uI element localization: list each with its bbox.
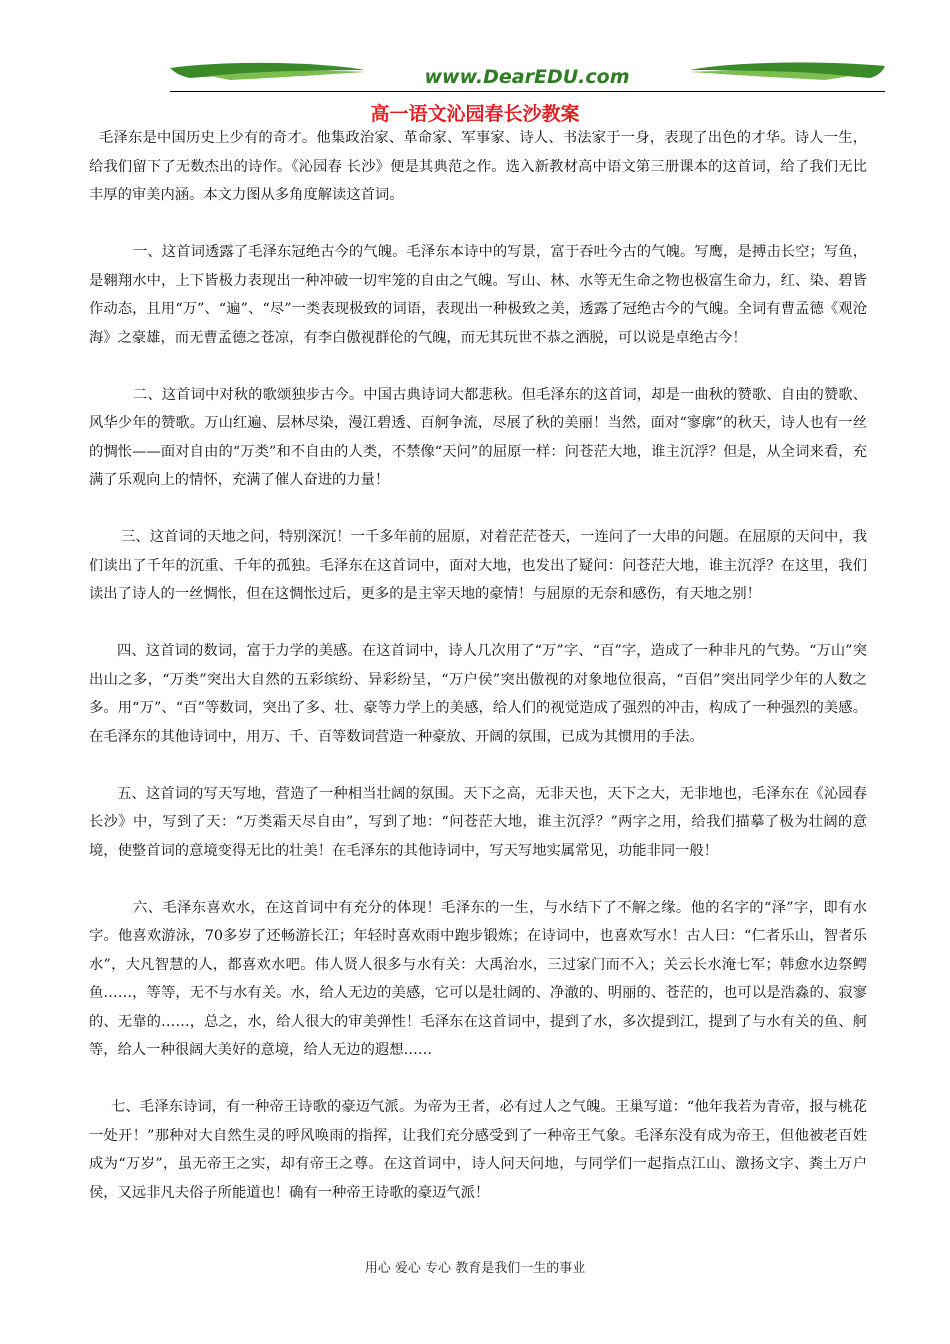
- page-footer: 用心 爱心 专心 教育是我们一生的事业: [364, 1261, 586, 1276]
- section-paragraph-4: 四、这首词的数词，富于力学的美感。在这首词中，诗人几次用了“万”字、“百”字，造成了一种非凡的气势。“万山”突出山之多，“万类”突出大自然的五彩缤纷、异彩纷呈，“万户侯”突出傲视的对象地位很高，“百侣”突出同学少年的人数之多。用“万”、“百”等数词，突出了多、壮、豪等力学上的美感，给人们的视觉造成了强烈的冲击，构成了一种强烈的美感。在毛泽东的其他诗词中，用万、千、百等数词营造一种豪放、开阔的氛围，已成为其惯用的手法。: [89, 643, 867, 745]
- dearedu-logo: [170, 58, 885, 98]
- intro-paragraph: 毛泽东是中国历史上少有的奇才。他集政治家、革命家、军事家、诗人、书法家于一身，表现了出色的才华。诗人一生，给我们留下了无数杰出的诗作。《沁园春 长沙》便是其典范之作。选入新教材高中语文第三册课本的这首词，给了我们无比丰厚的审美内涵。本文力图从多角度解读这首词。: [89, 130, 867, 203]
- document-body: [89, 124, 867, 1207]
- section-paragraph-3: 三、这首词的天地之问，特别深沉！一千多年前的屈原，对着茫茫苍天，一连问了一大串的问题。在屈原的天问中，我们读出了千年的沉重、千年的孤独。毛泽东在这首词中，面对大地，也发出了疑问：问苍茫大地，谁主沉浮？在这里，我们读出了诗人的一丝惆怅，但在这惆怅过后，更多的是主宰天地的豪情！与屈原的无奈和感伤，有天地之别！: [89, 529, 867, 602]
- section-paragraph-6: 六、毛泽东喜欢水，在这首词中有充分的体现！毛泽东的一生，与水结下了不解之缘。他的名字的“泽”字，即有水字。他喜欢游泳，70多岁了还畅游长江；年轻时喜欢雨中跑步锻炼；在诗词中，也喜欢写水！古人曰：“仁者乐山，智者乐水”，大凡智慧的人，都喜欢水吧。伟人贤人很多与水有关：大禹治水，三过家门而不入；关云长水淹七军；韩愈水边祭鳄鱼……，等等，无不与水有关。水，给人无边的美感，它可以是壮阔的、净澈的、明丽的、苍茫的，也可以是浩淼的、寂寥的、无靠的……，总之，水，给人很大的审美弹性！毛泽东在这首词中，提到了水，多次提到江，提到了与水有关的鱼、舸等，给人一种很阔大美好的意境，给人无边的遐想……: [89, 899, 867, 1058]
- site-header: [170, 58, 885, 98]
- section-paragraph-1: 一、这首词透露了毛泽东冠绝古今的气魄。毛泽东本诗中的写景，富于吞吐今古的气魄。写鹰，是搏击长空；写鱼，是翱翔水中，上下皆极力表现出一种冲破一切牢笼的自由之气魄。写山、林、水等无生命之物也极富生命力，红、染、碧皆作动态，且用“万”、“遍”、“尽”一类表现极致的词语，表现出一种极致之美，透露了冠绝古今的气魄。全词有曹孟德《观沧海》之豪雄，而无曹孟德之苍凉，有李白傲视群伦的气魄，而无其玩世不恭之洒脱，可以说是卓绝古今！: [89, 244, 867, 346]
- section-paragraph-5: 五、这首词的写天写地，营造了一种相当壮阔的氛围。天下之高，无非天也，天下之大，无非地也，毛泽东在《沁园春 长沙》中，写到了天：“万类霜天尽自由”，写到了地：“问苍茫大地，谁主沉浮？”两字之用，给我们描摹了极为壮阔的意境，使整首词的意境变得无比的壮美！在毛泽东的其他诗词中，写天写地实属常见，功能非同一般！: [89, 785, 867, 859]
- site-logo-text: www.DearEDU.com: [424, 66, 630, 88]
- document-title: 高一语文沁园春长沙教案: [370, 103, 580, 125]
- section-paragraph-2: 二、这首词中对秋的歌颂独步古今。中国古典诗词大都悲秋。但毛泽东的这首词，却是一曲秋的赞歌、自由的赞歌、风华少年的赞歌。万山红遍、层林尽染，漫江碧透、百舸争流，尽展了秋的美丽！当然，面对“寥廓”的秋天，诗人也有一丝的惆怅——面对自由的“万类”和不自由的人类，不禁像“天问”的屈原一样：问苍茫大地，谁主沉浮？但是，从全词来看，充满了乐观向上的情怀，充满了催人奋进的力量！: [89, 386, 867, 488]
- header-rule: [170, 91, 885, 92]
- section-paragraph-7: 七、毛泽东诗词，有一种帝王诗歌的豪迈气派。为帝为王者，必有过人之气魄。王巢写道：“他年我若为青帝，报与桃花一处开！”那种对大自然生灵的呼风唤雨的指挥，让我们充分感受到了一种帝王气象。毛泽东没有成为帝王，但他被老百姓成为“万岁”，虽无帝王之实，却有帝王之尊。在这首词中，诗人问天问地，与同学们一起指点江山、激扬文字、粪土万户侯，又远非凡夫俗子所能道也！确有一种帝王诗歌的豪迈气派！: [89, 1099, 867, 1201]
